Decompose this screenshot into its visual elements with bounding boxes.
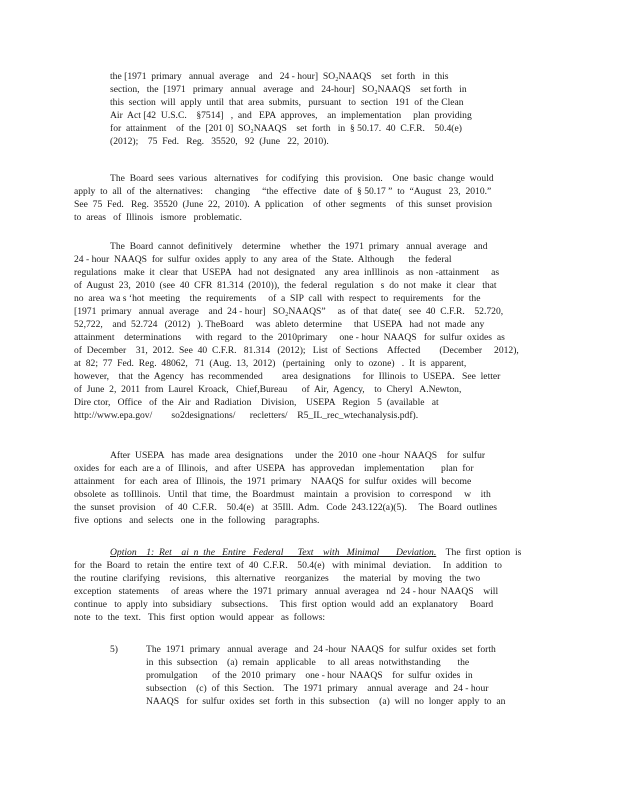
text-line: Air Act [42 U.S.C. §7514] , and EPA approves, an implementation plan providing xyxy=(110,110,472,121)
text-line: note to the text. This first option would appear as follows: xyxy=(74,612,326,623)
text-line: attainment determinations with regard to the 2010primary one - hour NAAQS for sulfur oxides as xyxy=(74,332,505,343)
option-1-heading-line xyxy=(110,546,521,559)
text-line: 24 - hour NAAQS for sulfur oxides apply to any area of the State. Although the federal xyxy=(74,254,452,265)
text-line: [1971 primary annual average and 24 - hour] SO₂NAAQS” as of that date( see 40 C.F.R. 52.720, xyxy=(74,306,504,317)
text-line: The 1971 primary annual average and 24 -hour NAAQS for sulfur oxides set forth xyxy=(146,644,496,655)
text-line: The first option is xyxy=(445,547,522,558)
text-line: for attainment of the [201 0] SO₂NAAQS set forth in § 50.17. 40 C.F.R. 50.4(e) xyxy=(110,123,462,134)
text-line: promulgation of the 2010 primary one - hour NAAQS for sulfur oxides in xyxy=(146,670,473,681)
text-line: (2012); 75 Fed. Reg. 35520, 92 (June 22, 2010). xyxy=(110,136,329,147)
text-line: exception statements of areas where the 1971 primary annual averagea nd 24 - hour NAAQS will xyxy=(74,586,499,597)
text-line: at 82; 77 Fed. Reg. 48062, 71 (Aug. 13, 2012) (pertaining only to ozone) . It is apparent, xyxy=(74,358,467,369)
text-line: to areas of Illinois ismore problematic. xyxy=(74,212,242,223)
text-line: The Board cannot definitively determine whether the 1971 primary annual average and xyxy=(110,241,488,252)
text-line: obsolete as toIllinois. Until that time, the Boardmust maintain a provision to correspond w ith xyxy=(74,489,491,500)
text-line: continue to apply into subsidiary subsections. This first option would add an explanatory Board xyxy=(74,599,494,610)
text-line: http://www.epa.gov/ so2designations/ recletters/ R5_IL_rec_wtechanalysis.pdf). xyxy=(74,410,419,421)
text-line: five options and selects one in the following paragraphs. xyxy=(74,515,320,526)
text-line: 52,722, and 52.724 (2012) ). TheBoard was ableto determine that USEPA had not made any xyxy=(74,319,485,330)
text-line: the routine clarifying revisions, this alternative reorganizes the material by moving the two xyxy=(74,573,481,584)
text-line: no area wa s ‘hot meeting the requirements of a SIP call with respect to requirements for the xyxy=(74,293,481,304)
text-line: for the Board to retain the entire text of 40 C.F.R. 50.4(e) with minimal deviation. In addition to xyxy=(74,560,502,571)
text-line: the sunset provision of 40 C.F.R. 50.4(e) at 35Ill. Adm. Code 243.122(a)(5). The Board outlines xyxy=(74,502,498,513)
text-line: of August 23, 2010 (see 40 CFR 81.314 (2010)), the federal regulation s do not make it clear that xyxy=(74,280,497,291)
text-line: oxides for each are a of Illinois, and after USEPA has approvedan implementation plan for xyxy=(74,463,474,474)
text-line: attainment for each area of Illinois, the 1971 primary NAAQS for sulfur oxides will become xyxy=(74,476,472,487)
text-line: NAAQS for sulfur oxides set forth in this subsection (a) will no longer apply to an xyxy=(146,696,506,707)
text-line: regulations make it clear that USEPA had not designated any area inIllinois as non -attainment as xyxy=(74,267,500,278)
text-line: After USEPA has made area designations under the 2010 one -hour NAAQS for sulfur xyxy=(110,450,486,461)
text-line: in this subsection (a) remain applicable to all areas notwithstanding the xyxy=(146,657,470,668)
text-line: this section will apply until that area submits, pursuant to section 191 of the Clean xyxy=(110,97,464,108)
list-item-number: 5) xyxy=(110,644,118,655)
text-line: however, that the Agency has recommended area designations for Illinois to USEPA. See letter xyxy=(74,371,501,382)
text-line: apply to all of the alternatives: changing “the effective date of § 50.17 ” to “August 23, 2010.” xyxy=(74,186,492,197)
text-line: Dire ctor, Office of the Air and Radiation Division, USEPA Region 5 (available at xyxy=(74,397,439,408)
text-line: subsection (c) of this Section. The 1971 primary annual average and 24 - hour xyxy=(146,683,489,694)
text-line: section, the [1971 primary annual average and 24-hour] SO₂NAAQS set forth in xyxy=(110,84,467,95)
text-line: the [1971 primary annual average and 24 - hour] SO₂NAAQS set forth in this xyxy=(110,71,449,82)
text-line: The Board sees various alternatives for codifying this provision. One basic change would xyxy=(110,173,494,184)
text-line: See 75 Fed. Reg. 35520 (June 22, 2010). A pplication of other segments of this sunset provision xyxy=(74,199,493,210)
text-line: of June 2, 2011 from Laurel Kroack, Chief,Bureau of Air, Agency, to Cheryl A.Newton, xyxy=(74,384,462,395)
option-1-heading: Option 1: Ret ai n the Entire Federal Text with Minimal Deviation. xyxy=(110,547,437,558)
text-line: of December 31, 2012. See 40 C.F.R. 81.314 (2012); List of Sections Affected (December 2012), xyxy=(74,345,519,356)
